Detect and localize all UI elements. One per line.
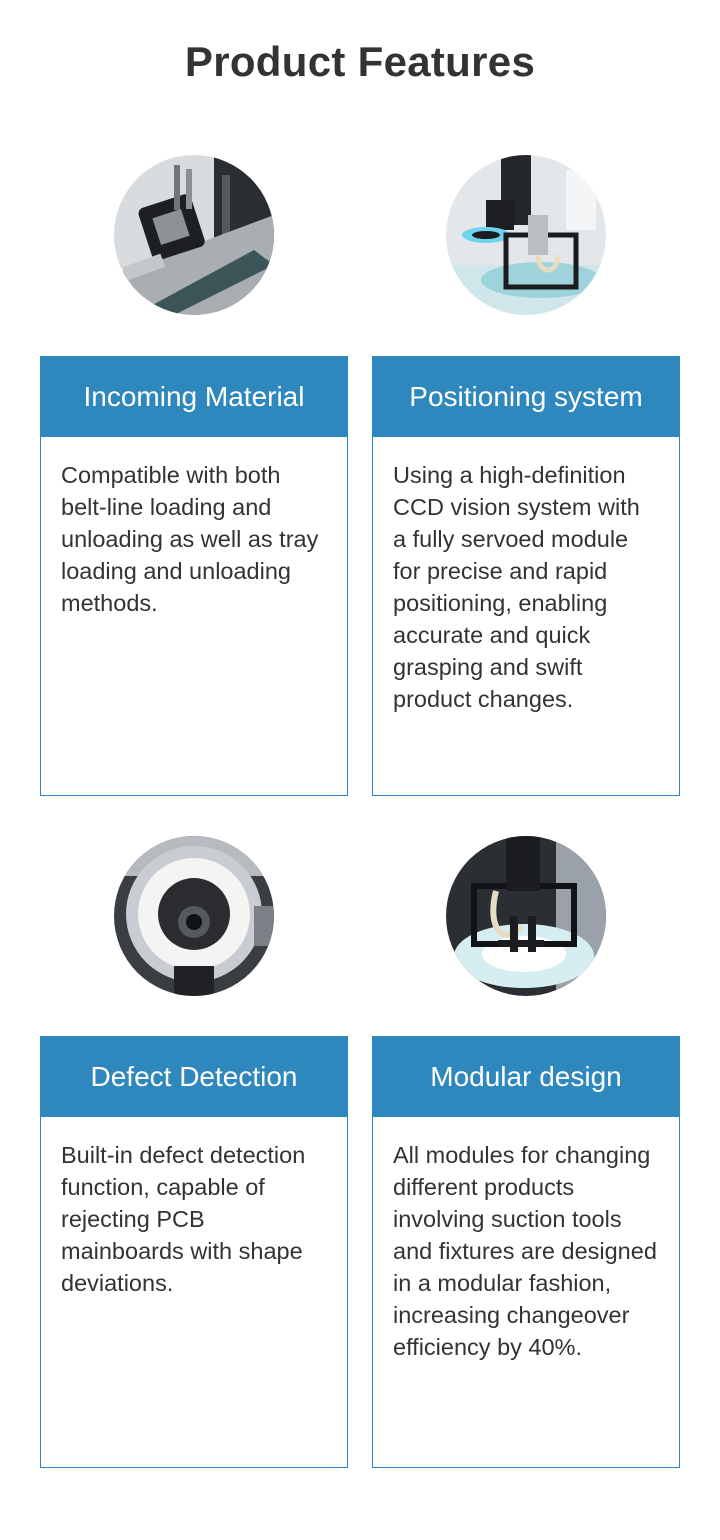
feature-title: Modular design xyxy=(373,1037,679,1117)
suction-fixture-module-photo xyxy=(446,836,606,996)
feature-title: Positioning system xyxy=(373,357,679,437)
feature-card xyxy=(40,1036,348,1468)
feature-description: All modules for changing different products involving suction tools and fixtures are designed in a modular fashion, increasing changeover efficiency by 40%. xyxy=(393,1142,657,1360)
ring-light-camera-photo xyxy=(114,836,274,996)
feature-card xyxy=(372,1036,680,1468)
feature-description: Built-in defect detection function, capable of rejecting PCB mainboards with shape deviations. xyxy=(61,1142,306,1296)
feature-card xyxy=(372,356,680,796)
page-title: Product Features xyxy=(184,38,536,85)
feature-description: Compatible with both belt-line loading and unloading as well as tray loading and unloading methods. xyxy=(61,462,319,616)
ccd-camera-positioning-photo xyxy=(446,155,606,315)
feature-card xyxy=(40,356,348,796)
belt-conveyor-machine-photo xyxy=(114,155,274,315)
feature-title: Incoming Material xyxy=(41,357,347,437)
feature-description: Using a high-definition CCD vision system with a fully servoed module for precise and rapid positioning, enabling accurate and quick grasping and swift product changes. xyxy=(393,462,640,712)
feature-title: Defect Detection xyxy=(41,1037,347,1117)
